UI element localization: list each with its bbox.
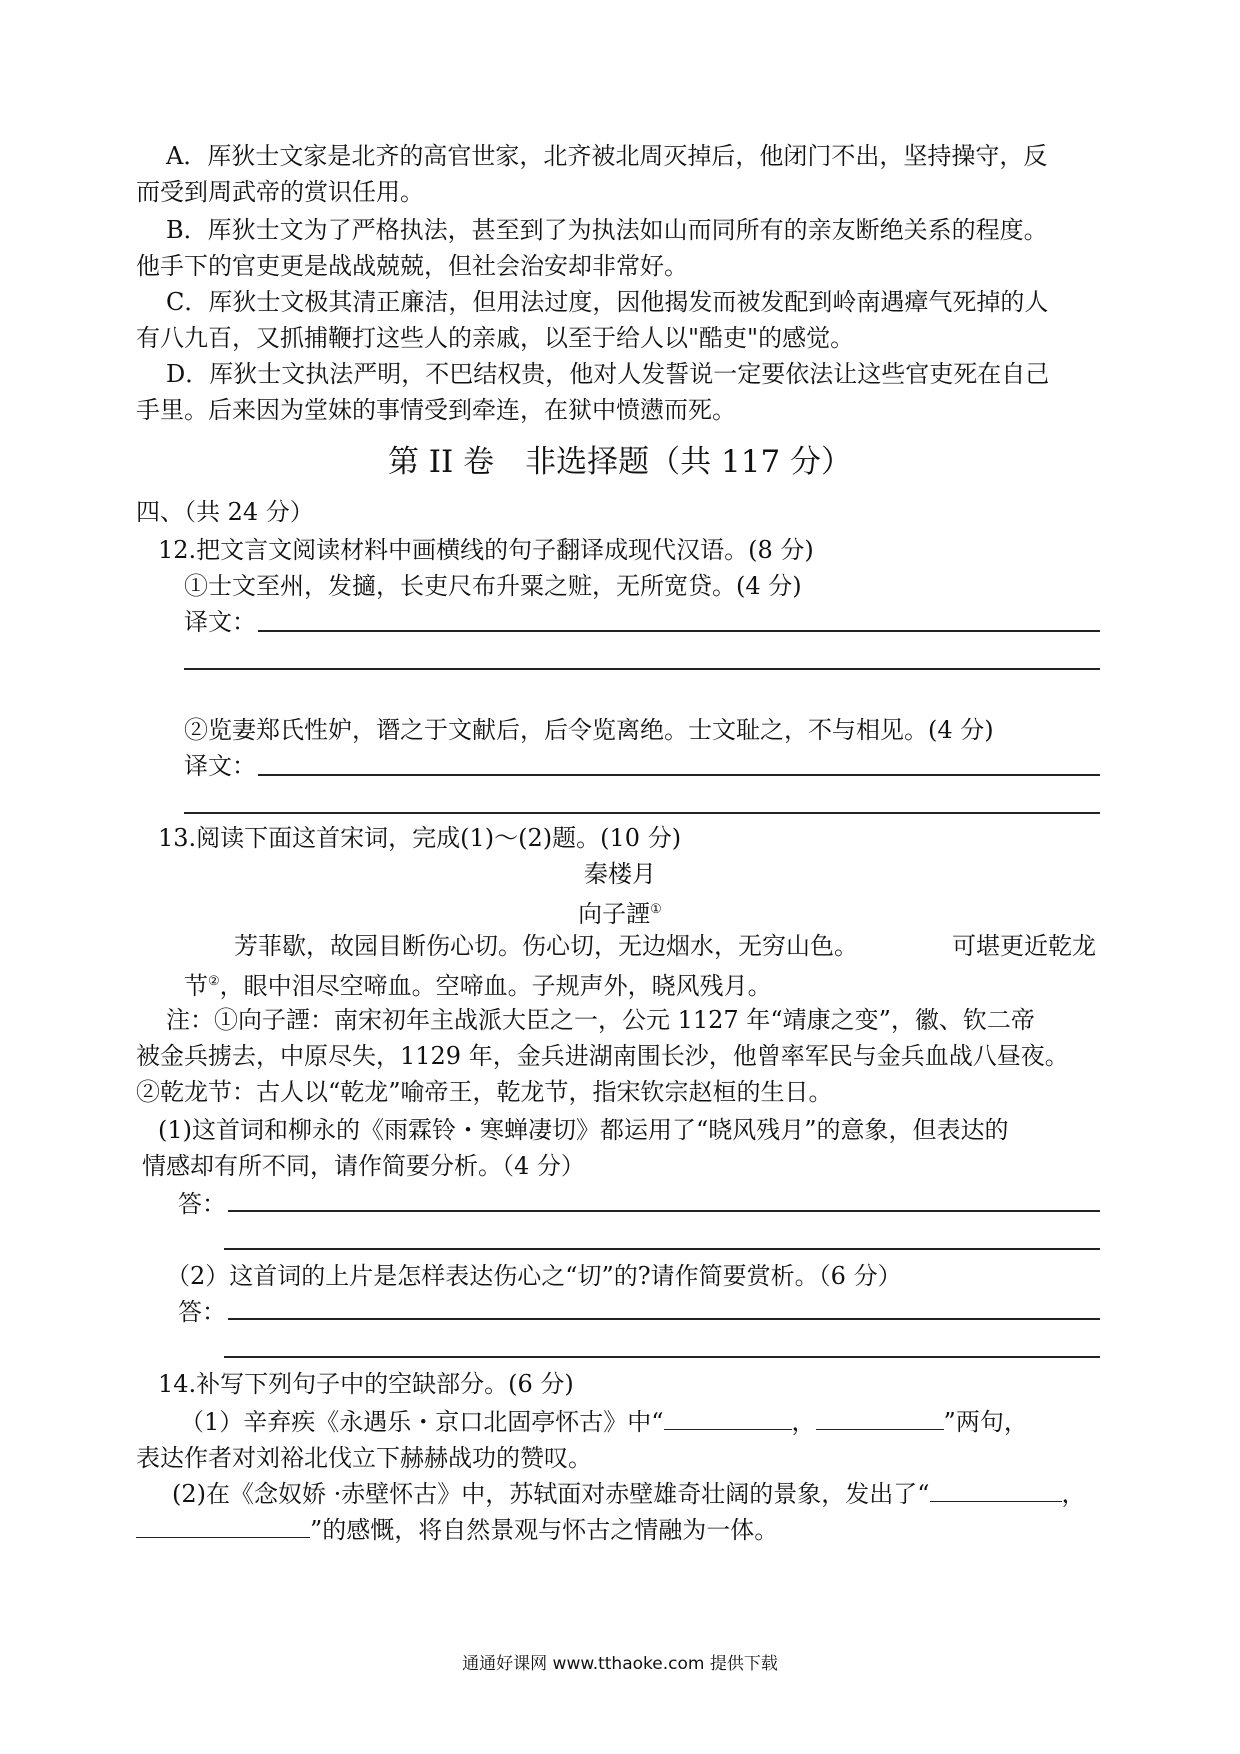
poem-line-2-start: 节: [184, 972, 208, 1000]
q14-part1-end: ”两句，: [943, 1408, 1028, 1436]
q14-blank-3[interactable]: [930, 1479, 1062, 1502]
q14-part2-end: ”的感慨，将自然景观与怀古之情融为一体。: [310, 1516, 779, 1544]
q12-answer-line-1a[interactable]: [258, 630, 1100, 632]
q14-blank-2[interactable]: [816, 1407, 944, 1430]
poem-line-2: [184, 964, 772, 1004]
section-title: 第 II 卷 非选择题（共 117 分）: [387, 444, 853, 480]
q12-stem: 12.把文言文阅读材料中画横线的句子翻译成现代汉语。(8 分): [158, 536, 814, 564]
qianlong-note-mark: ②: [208, 974, 220, 989]
q13-sub1-answer-label: 答：: [178, 1190, 226, 1218]
part-four-heading: 四、（共 24 分）: [136, 498, 314, 526]
q12-sentence-1: ①士文至州，发擿，长吏尺布升粟之赃，无所宽贷。(4 分): [184, 572, 802, 600]
q13-sub1-answer-line-a[interactable]: [228, 1210, 1100, 1212]
note-line-1: 注：①向子諲：南宋初年主战派大臣之一，公元 1127 年“靖康之变”，徽、钦二帝: [166, 1006, 1035, 1034]
q14-blank-1[interactable]: [664, 1407, 792, 1430]
option-b-line2: 他手下的官吏更是战战兢兢，但社会治安却非常好。: [136, 252, 688, 280]
option-b-line1: B．厍狄士文为了严格执法，甚至到了为执法如山而同所有的亲友断绝关系的程度。: [166, 216, 1048, 244]
note-line-3: ②乾龙节：古人以“乾龙”喻帝王，乾龙节，指宋钦宗赵桓的生日。: [136, 1078, 833, 1106]
option-d-line2: 手里。后来因为堂妹的事情受到牵连，在狱中愤懑而死。: [136, 396, 736, 424]
option-a-line1: A．厍狄士文家是北齐的高官世家，北齐被北周灭掉后，他闭门不出，坚持操守，反: [166, 142, 1048, 170]
note-line-2: 被金兵掳去，中原尽失，1129 年，金兵进湖南围长沙，他曾率军民与金兵血战八昼夜。: [136, 1042, 1069, 1070]
poem-author-name: 向子諲: [578, 900, 651, 928]
q14-part2-sep: ，: [1061, 1480, 1086, 1508]
poem-line-1: 芳菲歇，故园目断伤心切。伤心切，无边烟水，无穷山色。: [234, 932, 858, 960]
option-a-line2: 而受到周武帝的赏识任用。: [136, 178, 424, 206]
footer-source: 通通好课网 www.tthaoke.com 提供下载: [462, 1654, 778, 1674]
q13-sub2-answer-line-a[interactable]: [228, 1318, 1100, 1320]
q12-answer-label-2: 译文：: [184, 752, 256, 780]
q14-part2: [172, 1476, 1086, 1512]
q12-answer-label-1: 译文：: [184, 608, 256, 636]
author-note-mark: ①: [650, 902, 662, 917]
poem-title: 秦楼月: [584, 860, 656, 888]
q14-part2-text: (2)在《念奴娇 ·赤壁怀古》中，苏轼面对赤壁雄奇壮阔的景象，发出了“: [172, 1480, 930, 1508]
poem-line-2-rest: ，眼中泪尽空啼血。空啼血。子规声外，晓风残月。: [219, 972, 772, 1000]
q13-sub2: （2）这首词的上片是怎样表达伤心之“切”的?请作简要赏析。（6 分）: [166, 1262, 902, 1290]
q13-sub1-line1: (1)这首词和柳永的《雨霖铃・寒蝉凄切》都运用了“晓风残月”的意象，但表达的: [158, 1116, 1009, 1144]
q14-part2-line2: [136, 1512, 778, 1548]
q14-stem: 14.补写下列句子中的空缺部分。(6 分): [158, 1370, 574, 1398]
option-d-line1: D．厍狄士文执法严明，不巴结权贵，他对人发誓说一定要依法让这些官吏死在自己: [166, 360, 1050, 388]
q13-sub2-answer-line-b[interactable]: [224, 1356, 1100, 1358]
poem-author: [0, 892, 1240, 932]
q12-answer-line-2a[interactable]: [258, 774, 1100, 776]
q13-sub1-answer-line-b[interactable]: [224, 1248, 1100, 1250]
q13-stem: 13.阅读下面这首宋词，完成(1)～(2)题。(10 分): [158, 824, 682, 852]
q13-sub2-answer-label: 答：: [178, 1298, 226, 1326]
q14-part1-line2: 表达作者对刘裕北伐立下赫赫战功的赞叹。: [136, 1444, 592, 1472]
option-c-line1: C．厍狄士文极其清正廉洁，但用法过度，因他揭发而被发配到岭南遇瘴气死掉的人: [166, 288, 1049, 316]
option-c-line2: 有八九百，又抓捕鞭打这些人的亲戚，以至于给人以"酷吏"的感觉。: [136, 324, 855, 352]
q14-part1-sep: ，: [791, 1408, 816, 1436]
q13-sub1-line2: 情感却有所不同，请作简要分析。（4 分）: [142, 1152, 585, 1180]
q14-part1-text: （1）辛弃疾《永遇乐・京口北固亭怀古》中“: [180, 1408, 664, 1436]
q12-answer-line-2b[interactable]: [184, 812, 1100, 814]
poem-line-1-end: 可堪更近乾龙: [952, 932, 1096, 960]
q12-sentence-2: ②览妻郑氏性妒，谮之于文献后，后令览离绝。士文耻之，不与相见。(4 分): [184, 716, 994, 744]
q12-answer-line-1b[interactable]: [184, 668, 1100, 670]
q14-part1: [180, 1404, 1028, 1440]
q14-blank-4[interactable]: [136, 1515, 310, 1538]
